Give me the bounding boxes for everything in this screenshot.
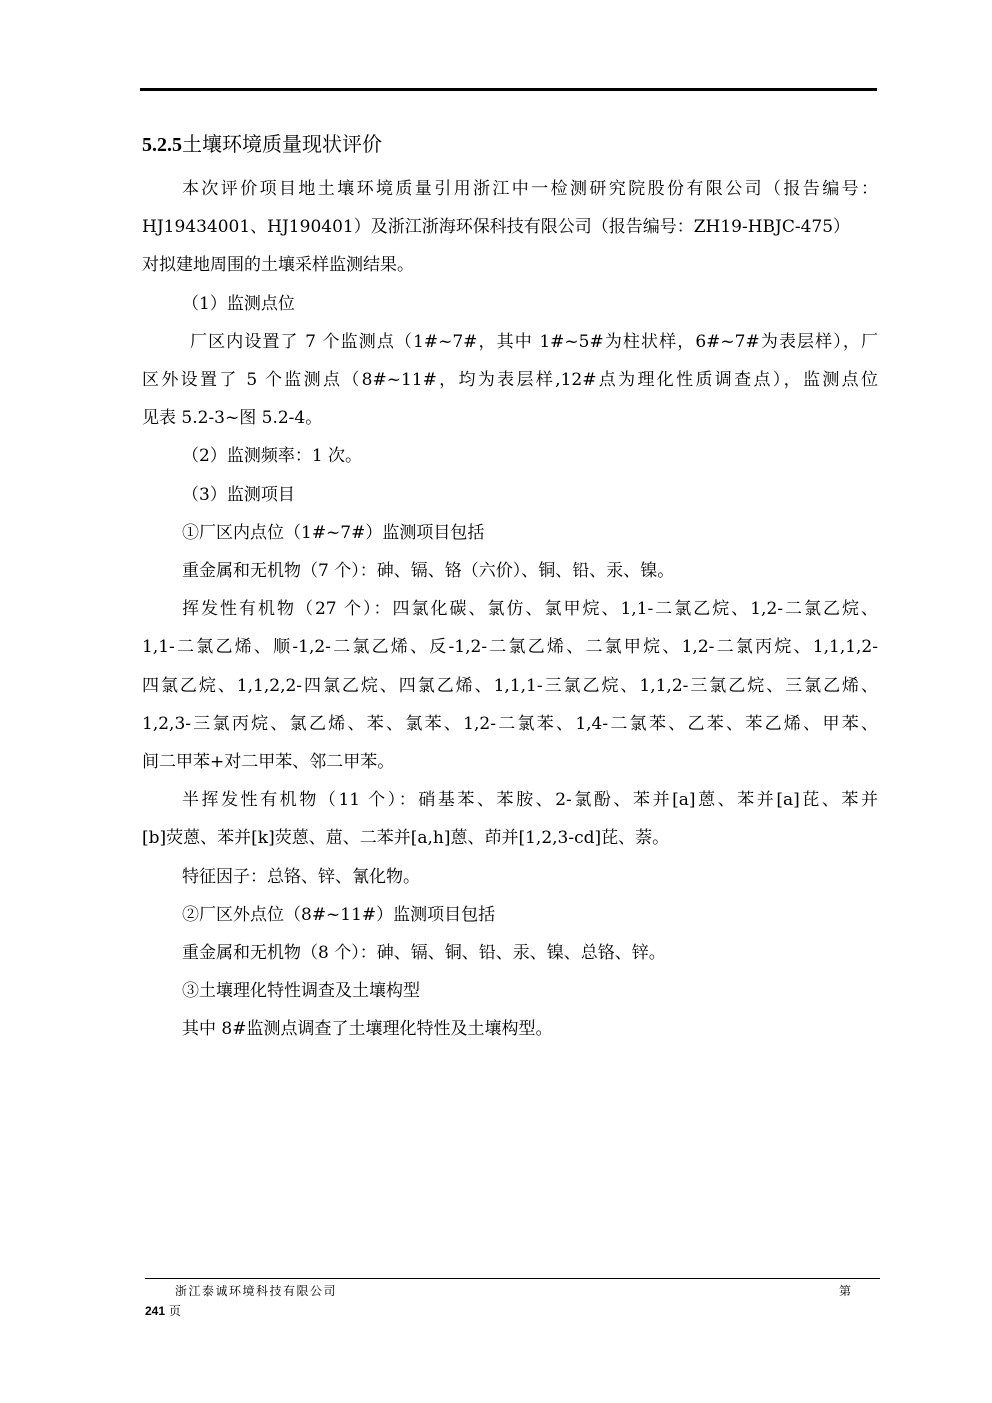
monitoring-frequency: （2）监测频率：1 次。 xyxy=(182,446,363,467)
inside-heavy-metals: 重金属和无机物（7 个）：砷、镉、铬（六价）、铜、铅、汞、镍。 xyxy=(182,561,675,582)
voc-line-3: 四氯乙烷、1,1,2,2-四氯乙烷、四氯乙烯、1,1,1-三氯乙烷、1,1,2-三氯乙烷、三氯乙烯、 xyxy=(142,675,878,696)
voc-line-5: 间二甲苯+对二甲苯、邻二甲苯。 xyxy=(142,752,395,773)
intro-line-3: 对拟建地周围的土壤采样监测结果。 xyxy=(142,255,414,276)
section-title: 土壤环境质量现状评价 xyxy=(182,132,382,156)
header-rule xyxy=(140,88,877,91)
intro-paragraph xyxy=(142,170,878,285)
points-line-3: 见表 5.2-3~图 5.2-4。 xyxy=(142,408,323,429)
svoc-paragraph xyxy=(142,781,878,857)
feature-factors: 特征因子：总铬、锌、氰化物。 xyxy=(182,866,420,887)
svoc-line-1: 半挥发性有机物（11 个）：硝基苯、苯胺、2-氯酚、苯并[a]蒽、苯并[a]芘、苯并 xyxy=(182,790,878,811)
outside-heavy-metals: 重金属和无机物（8 个）：砷、镉、铜、铅、汞、镍、总铬、锌。 xyxy=(182,943,666,964)
footer-company: 浙江泰诚环境科技有限公司 xyxy=(175,1284,338,1298)
inside-points-title: ①厂区内点位（1#~7#）监测项目包括 xyxy=(182,522,485,543)
document-body xyxy=(142,170,878,1049)
points-line-2: 区外设置了 5 个监测点（8#~11#，均为表层样,12#点为理化性质调查点），监测点位 xyxy=(142,370,878,391)
monitoring-items-title: （3）监测项目 xyxy=(182,484,295,505)
svoc-line-2: [b]荧蒽、苯并[k]荧蒽、䓛、二苯并[a,h]蒽、茚并[1,2,3-cd]芘、萘。 xyxy=(142,828,670,849)
intro-line-2: HJ19434001、HJ190401）及浙江浙海环保科技有限公司（报告编号：ZH19-HBJC-475） xyxy=(142,217,851,238)
page-unit: 页 xyxy=(168,1304,181,1318)
footer-page-number xyxy=(145,1302,181,1319)
page-number: 241 xyxy=(145,1304,166,1318)
voc-line-2: 1,1-二氯乙烯、顺-1,2-二氯乙烯、反-1,2-二氯乙烯、二氯甲烷、1,2-二氯丙烷、1,1,1,2- xyxy=(142,637,878,658)
voc-line-1: 挥发性有机物（27 个）：四氯化碳、氯仿、氯甲烷、1,1-二氯乙烷、1,2-二氯乙烷、 xyxy=(182,599,878,620)
section-number: 5.2.5 xyxy=(142,134,182,156)
points-line-1: 厂区内设置了 7 个监测点（1#~7#，其中 1#~5#为柱状样，6#~7#为表层样），厂 xyxy=(190,331,878,352)
intro-line-1: 本次评价项目地土壤环境质量引用浙江中一检测研究院股份有限公司（报告编号： xyxy=(182,179,878,199)
footer-rule xyxy=(145,1278,880,1279)
footer-page-prefix: 第 xyxy=(839,1284,852,1298)
soil-properties-text: 其中 8#监测点调查了土壤理化特性及土壤构型。 xyxy=(182,1019,553,1040)
soil-properties-title: ③土壤理化特性调查及土壤构型 xyxy=(182,981,420,1002)
section-heading xyxy=(142,128,382,161)
outside-points-title: ②厂区外点位（8#~11#）监测项目包括 xyxy=(182,904,496,925)
voc-paragraph xyxy=(142,590,878,781)
monitoring-points-title: （1）监测点位 xyxy=(182,293,295,314)
voc-line-4: 1,2,3-三氯丙烷、氯乙烯、苯、氯苯、1,2-二氯苯、1,4-二氯苯、乙苯、苯乙烯、甲苯、 xyxy=(142,713,878,734)
monitoring-points-paragraph xyxy=(142,323,878,438)
